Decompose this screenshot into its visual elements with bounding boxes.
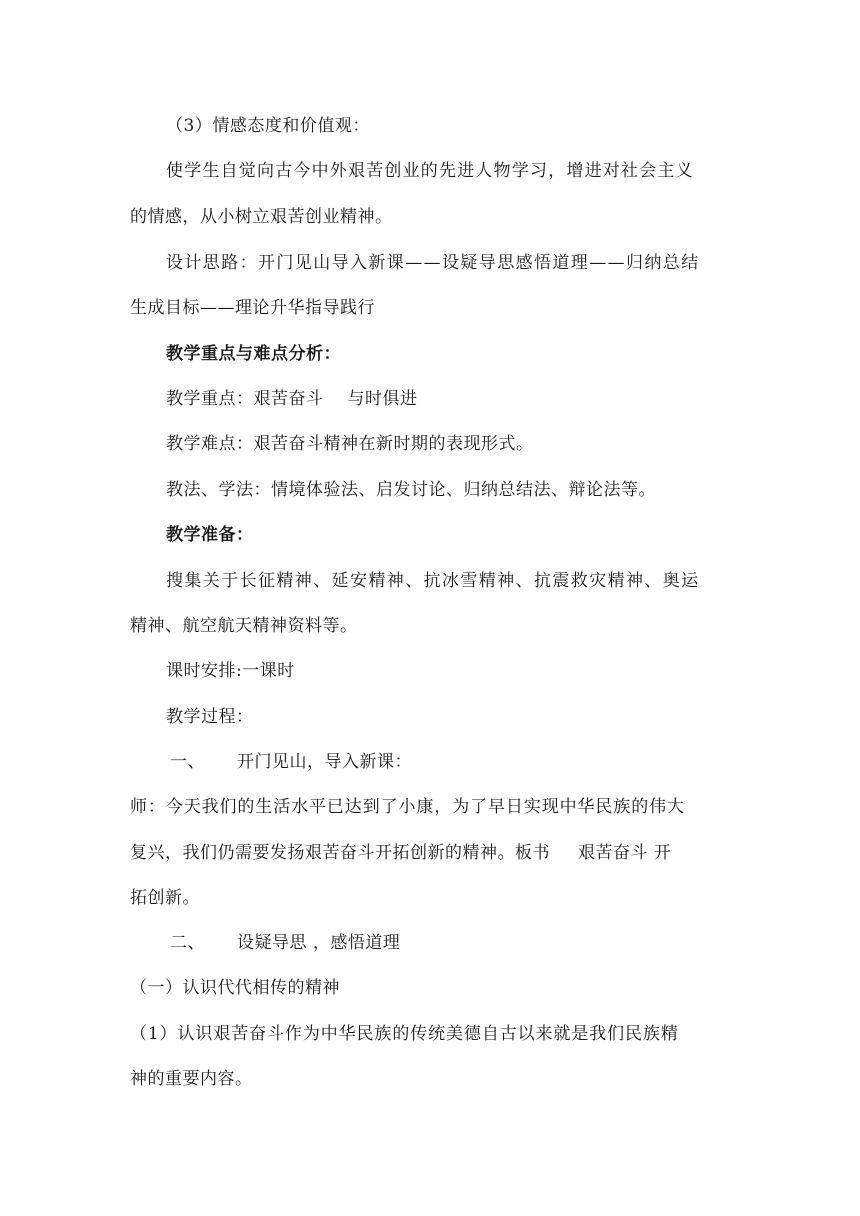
section-title: 设疑导思 ，感悟道理	[237, 933, 401, 953]
paragraph-affective-line-2: 的情感，从小树立艰苦创业精神。	[130, 207, 393, 227]
text-run: 复兴，我们仍需要发扬艰苦奋斗开拓创新的精神。板书	[130, 843, 550, 863]
subsection-heading: （一）认识代代相传的精神	[130, 978, 340, 998]
section-one-heading	[170, 750, 412, 774]
section-two-heading	[170, 931, 400, 955]
heading-preparation: 教学准备：	[166, 525, 254, 545]
schedule-line: 课时安排:一课时	[166, 661, 295, 681]
methods-line: 教法、学法：情境体验法、启发讨论、归纳总结法、辩论法等。	[166, 480, 656, 500]
point-one-line-1: （1）认识艰苦奋斗作为中华民族的传统美德自古以来就是我们民族精	[130, 1024, 679, 1044]
teacher-line-2	[130, 841, 671, 865]
board-writing: 艰苦奋斗 开	[578, 843, 672, 863]
design-idea-line-1: 设计思路：开门见山导入新课——设疑导思感悟道理——归纳总结	[166, 253, 700, 273]
preparation-line-2: 精神、航空航天精神资料等。	[130, 616, 358, 636]
design-idea-line-2: 生成目标——理论升华指导践行	[130, 298, 375, 318]
key-point-value: 与时俱进	[347, 389, 418, 409]
section-number: 二、	[170, 933, 205, 953]
paragraph-affective-line-1	[166, 159, 730, 183]
subheading-affective-goals: （3）情感态度和价值观：	[166, 116, 370, 136]
section-title: 开门见山，导入新课：	[237, 752, 412, 772]
heading-key-points: 教学重点与难点分析：	[166, 344, 341, 364]
key-point-line	[166, 387, 418, 411]
difficult-point-line: 教学难点：艰苦奋斗精神在新时期的表现形式。	[166, 434, 534, 454]
text-run: 使学生自觉向古今中外艰苦创业的先进人物学习，增进对社会主义	[166, 161, 694, 181]
teacher-line-3: 拓创新。	[130, 888, 200, 908]
point-one-line-2: 神的重要内容。	[130, 1069, 253, 1089]
heading-process: 教学过程：	[166, 707, 254, 727]
teacher-line-1: 师：今天我们的生活水平已达到了小康，为了早日实现中华民族的伟大	[130, 797, 685, 817]
key-point-label: 教学重点：艰苦奋斗	[166, 389, 324, 409]
section-number: 一、	[170, 752, 205, 772]
preparation-line-1: 搜集关于长征精神、延安精神、抗冰雪精神、抗震救灾精神、奥运	[166, 571, 700, 591]
